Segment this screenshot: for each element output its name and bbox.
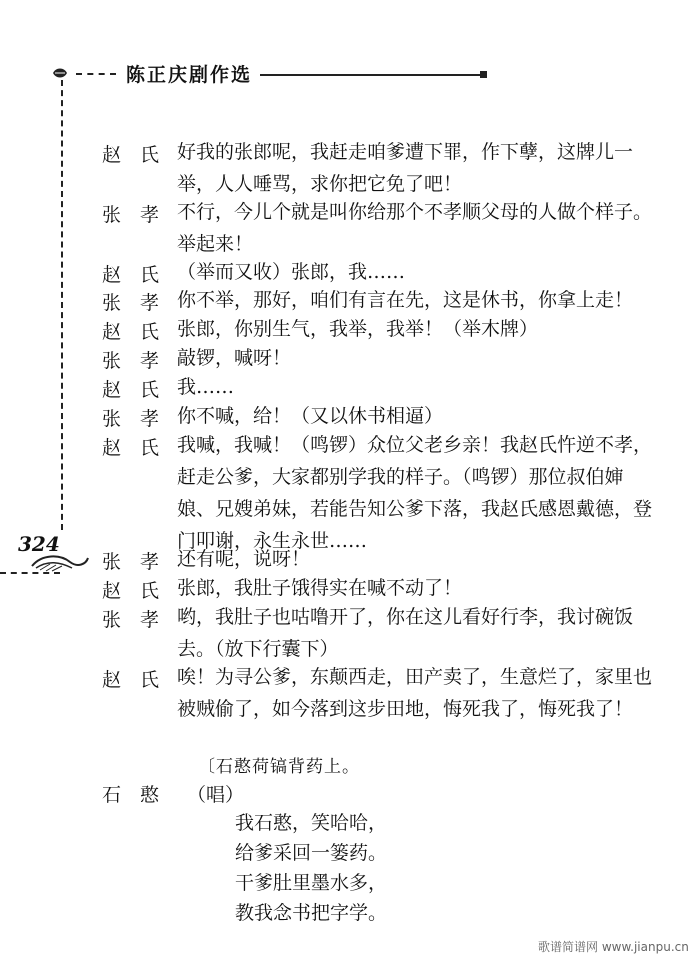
header-rule-end-dot [480, 71, 487, 78]
song-line: 干爹肚里墨水多， [235, 872, 388, 894]
dialogue-line: （举而又收）张郎，我…… [177, 261, 406, 283]
dialogue-line: 我…… [177, 376, 235, 398]
song-line: 给爹采回一篓药。 [235, 842, 388, 864]
dialogue-line: 不行，今儿个就是叫你给那个不孝顺父母的人做个样子。举起来！ [177, 201, 653, 255]
dialogue-line: 你不喊，给！（又以休书相逼） [177, 405, 444, 427]
header-dashed-rule [76, 73, 116, 75]
dialogue-line: 张郎，我肚子饿得实在喊不动了！ [177, 577, 463, 599]
song-line: 我石憨，笑哈哈， [235, 812, 388, 834]
dialogue-line: 哟，我肚子也咕噜开了，你在这儿看好行李，我讨碗饭去。（放下行囊下） [177, 606, 634, 660]
speaker-label: 赵 氏 [102, 580, 160, 602]
dialogue-line: 唉！为寻公爹，东颠西走，田产卖了，生意烂了，家里也被贼偷了，如今落到这步田地，悔死我了，悔死我了！ [177, 666, 653, 720]
dialogue-line: 你不举，那好，咱们有言在先，这是休书，你拿上走！ [177, 289, 634, 311]
speaker-label: 张 孝 [102, 292, 160, 314]
speaker-label: 张 孝 [102, 204, 160, 226]
margin-dashed-rule [61, 80, 63, 530]
dialogue-line: 敲锣，喊呀！ [177, 347, 292, 369]
speaker-label: 赵 氏 [102, 437, 160, 459]
page-number: 324 [18, 532, 60, 556]
dialogue-line: 好我的张郎呢，我赶走咱爹遭下罪，作下孽，这牌儿一举，人人唾骂，求你把它免了吧！ [177, 141, 634, 195]
speaker-label: 赵 氏 [102, 321, 160, 343]
speaker-label: 赵 氏 [102, 669, 160, 691]
speaker-label: 张 孝 [102, 350, 160, 372]
dialogue-line: 张郎，你别生气，我举，我举！（举木牌） [177, 318, 539, 340]
speaker-label: 张 孝 [102, 408, 160, 430]
dialogue-line: 我喊，我喊！（鸣锣）众位父老乡亲！我赵氏忤逆不孝，赶走公爹，大家都别学我的样子。（鸣锣）那位叔伯婶娘、兄嫂弟妹，若能告知公爹下落，我赵氏感恩戴德，登门叩谢，永生永世…… [177, 434, 653, 552]
leaf-ornament-icon [52, 67, 68, 79]
header-solid-rule [260, 74, 482, 76]
song-cue: （唱） [187, 784, 245, 806]
speaker-label: 张 孝 [102, 609, 160, 631]
song-line: 教我念书把字学。 [235, 902, 388, 924]
page-number-dashed-rule [0, 572, 60, 574]
dialogue-line: 还有呢，说呀！ [177, 548, 311, 570]
stage-direction: 〔石憨荷镐背药上。 [198, 757, 360, 777]
speaker-label: 石 憨 [102, 784, 160, 806]
watermark: 歌谱简谱网 www.jianpu.cn [538, 940, 689, 954]
speaker-label: 赵 氏 [102, 144, 160, 166]
speaker-label: 赵 氏 [102, 379, 160, 401]
book-title: 陈正庆剧作选 [126, 64, 253, 86]
speaker-label: 赵 氏 [102, 264, 160, 286]
swirl-ornament-icon [30, 552, 90, 574]
speaker-label: 张 孝 [102, 551, 160, 573]
